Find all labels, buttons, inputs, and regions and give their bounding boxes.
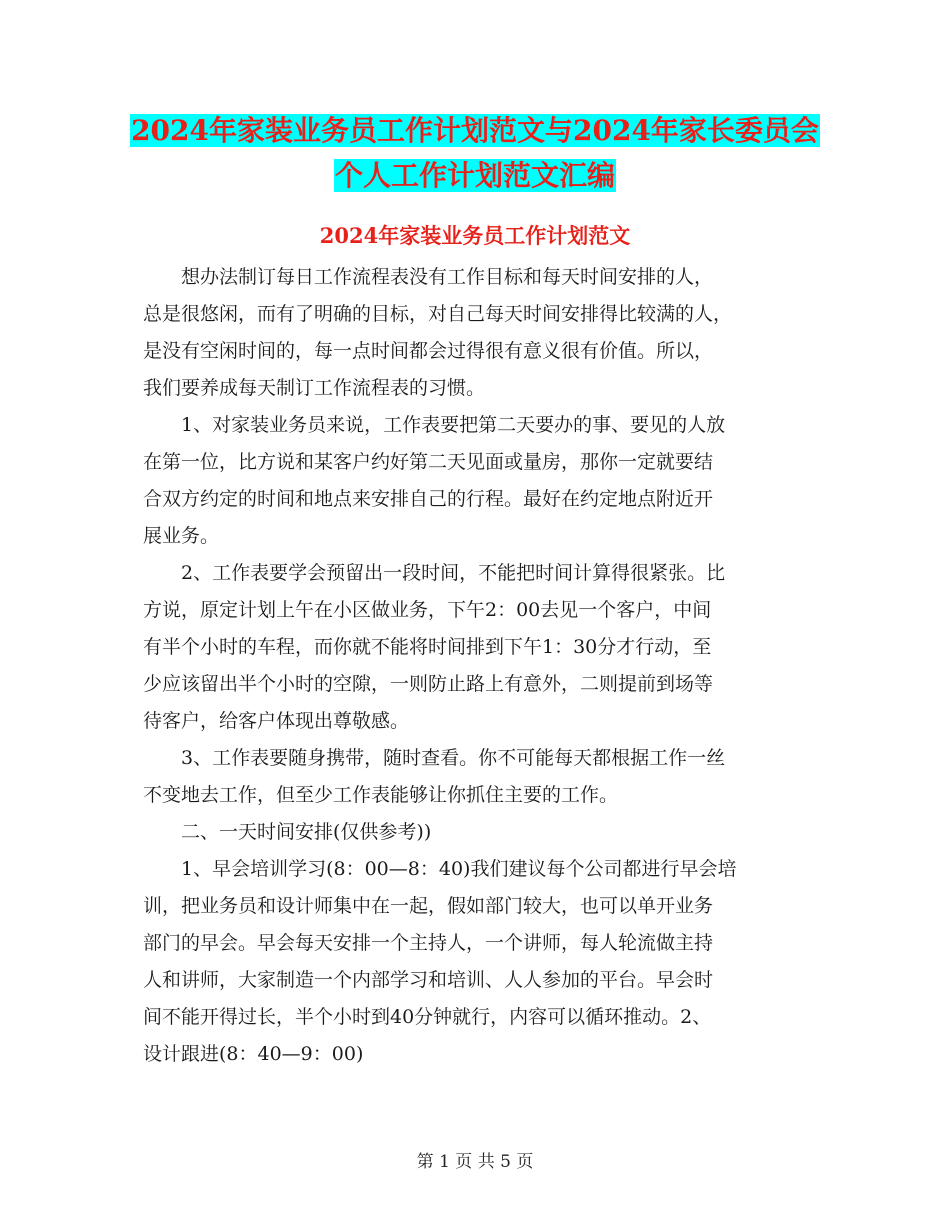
paragraph: 想办法制订每日工作流程表没有工作目标和每天时间安排的人， 总是很悠闲，而有了明确的目标，对自己每天时间安排得比较满的人， 是没有空闲时间的，每一点时间都会过得很有意义很有价值。所以， 我们要养成每天制订工作流程表的习惯。 xyxy=(143,266,733,399)
page-footer: 第 1 页 共 5 页 xyxy=(416,1152,534,1172)
document-title-line1: 2024年家装业务员工作计划范文与2024年家长委员会 xyxy=(131,114,819,147)
paragraph: 2、工作表要学会预留出一段时间，不能把时间计算得很紧张。比 方说，原定计划上午在小区做业务，下午2：00去见一个客户，中间 有半个小时的车程，而你就不能将时间排到下午1：30分才行动，至 少应该留出半个小时的空隙，一则防止路上有意外，二则提前到场等 待客户，给客户体现出尊敬感。 xyxy=(143,562,726,732)
document-title-line2: 个人工作计划范文汇编 xyxy=(334,159,615,192)
document-body xyxy=(143,259,823,1073)
section-title: 2024年家装业务员工作计划范文 xyxy=(319,223,631,248)
paragraph: 1、对家装业务员来说，工作表要把第二天要办的事、要见的人放 在第一位，比方说和某客户约好第二天见面或量房，那你一定就要结 合双方约定的时间和地点来安排自己的行程。最好在约定地点附近开 展业务。 xyxy=(143,414,726,547)
paragraph: 3、工作表要随身携带，随时查看。你不可能每天都根据工作一丝 不变地去工作，但至少工作表能够让你抓住主要的工作。 xyxy=(143,747,726,806)
paragraph: 1、早会培训学习(8：00—8：40)我们建议每个公司都进行早会培 训，把业务员和设计师集中在一起，假如部门较大，也可以单开业务 部门的早会。早会每天安排一个主持人，一个讲师，每人轮流做主持 人和讲师，大家制造一个内部学习和培训、人人参加的平台。早会时 间不能开得过长，半个小时到40分钟就行，内容可以循环推动。2、 设计跟进(8：40—9：00) xyxy=(143,858,737,1065)
paragraph: 二、一天时间安排(仅供参考)) xyxy=(181,821,432,843)
